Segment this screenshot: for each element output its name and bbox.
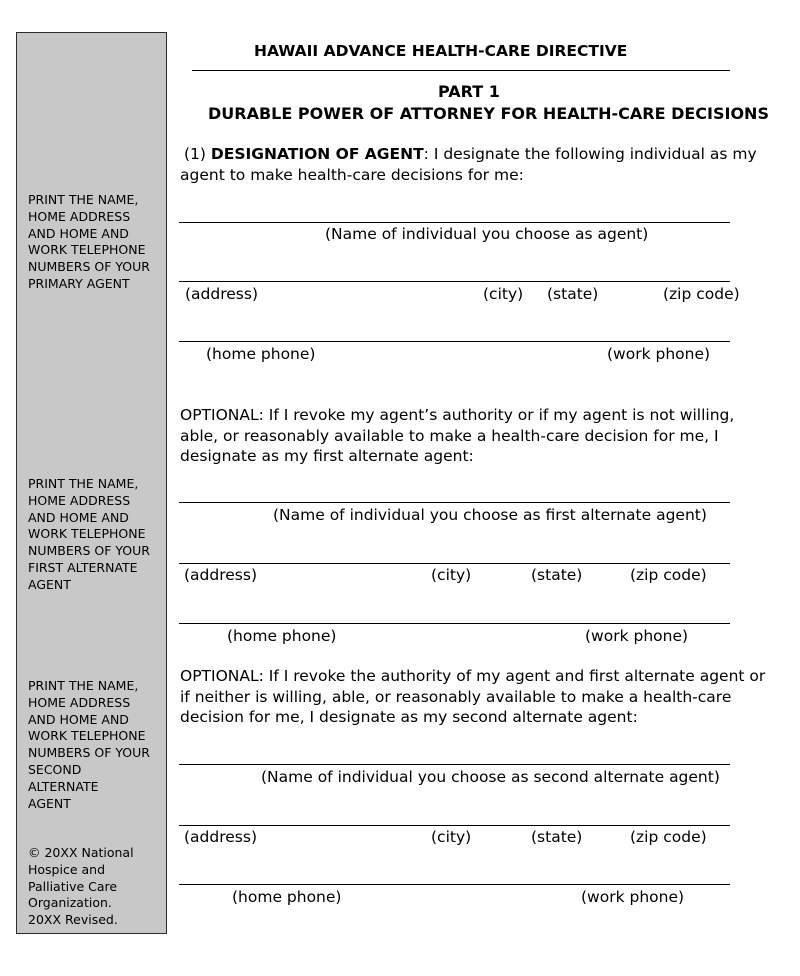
designation-text: : I designate the following individual as my	[423, 145, 757, 163]
primary-agent-address-field[interactable]	[179, 281, 730, 282]
primary-agent-name-caption: (Name of individual you choose as agent)	[325, 225, 649, 243]
zip-code-label: (zip code)	[630, 566, 707, 584]
part-subtitle: DURABLE POWER OF ATTORNEY FOR HEALTH-CARE DECISIONS	[208, 104, 769, 123]
city-label: (city)	[431, 828, 472, 846]
first-alternate-name-field[interactable]	[179, 502, 730, 503]
first-alternate-instruction: PRINT THE NAME, HOME ADDRESS AND HOME AND WORK TELEPHONE NUMBERS OF YOUR FIRST ALTERNATE AGENT	[28, 476, 150, 592]
designation-line-1	[184, 144, 757, 165]
sidebar-instructions	[16, 32, 167, 934]
second-alternate-phone-field[interactable]	[179, 884, 730, 885]
zip-code-label: (zip code)	[630, 828, 707, 846]
state-label: (state)	[531, 828, 583, 846]
work-phone-label: (work phone)	[585, 627, 689, 645]
address-label: (address)	[184, 828, 257, 846]
primary-agent-phone-field[interactable]	[179, 341, 730, 342]
title-underline	[192, 70, 730, 71]
first-alternate-intro: OPTIONAL: If I revoke my agent’s authority or if my agent is not willing, able, or reasonably available to make a health-care decision for me, I designate as my first alternate agent:	[180, 406, 735, 465]
city-label: (city)	[483, 285, 524, 303]
home-phone-label: (home phone)	[232, 888, 342, 906]
primary-agent-instruction: PRINT THE NAME, HOME ADDRESS AND HOME AND WORK TELEPHONE NUMBERS OF YOUR PRIMARY AGENT	[28, 192, 150, 291]
zip-code-label: (zip code)	[663, 285, 740, 303]
second-alternate-instruction: PRINT THE NAME, HOME ADDRESS AND HOME AND WORK TELEPHONE NUMBERS OF YOUR SECOND ALTERNATE AGENT	[28, 678, 150, 811]
first-alternate-address-field[interactable]	[179, 563, 730, 564]
second-alternate-name-caption: (Name of individual you choose as second alternate agent)	[261, 768, 720, 786]
second-alternate-address-field[interactable]	[179, 825, 730, 826]
address-label: (address)	[184, 566, 257, 584]
state-label: (state)	[531, 566, 583, 584]
first-alternate-name-caption: (Name of individual you choose as first alternate agent)	[273, 506, 707, 524]
home-phone-label: (home phone)	[227, 627, 337, 645]
work-phone-label: (work phone)	[607, 345, 711, 363]
city-label: (city)	[431, 566, 472, 584]
part-heading: PART 1	[438, 82, 500, 101]
document-title: HAWAII ADVANCE HEALTH-CARE DIRECTIVE	[254, 42, 628, 60]
second-alternate-name-field[interactable]	[179, 764, 730, 765]
copyright-notice: © 20XX National Hospice and Palliative Care Organization. 20XX Revised.	[28, 845, 134, 928]
work-phone-label: (work phone)	[581, 888, 685, 906]
address-label: (address)	[185, 285, 258, 303]
primary-agent-name-field[interactable]	[179, 222, 730, 223]
section-number: (1)	[184, 145, 211, 163]
home-phone-label: (home phone)	[206, 345, 316, 363]
state-label: (state)	[547, 285, 599, 303]
first-alternate-phone-field[interactable]	[179, 623, 730, 624]
designation-line-2: agent to make health-care decisions for me:	[180, 166, 524, 184]
second-alternate-intro: OPTIONAL: If I revoke the authority of my agent and first alternate agent or if neither is willing, able, or reasonably available to make a health-care decision for me, I designate as my second alternate agent:	[180, 667, 766, 726]
section-heading: DESIGNATION OF AGENT	[210, 145, 424, 163]
